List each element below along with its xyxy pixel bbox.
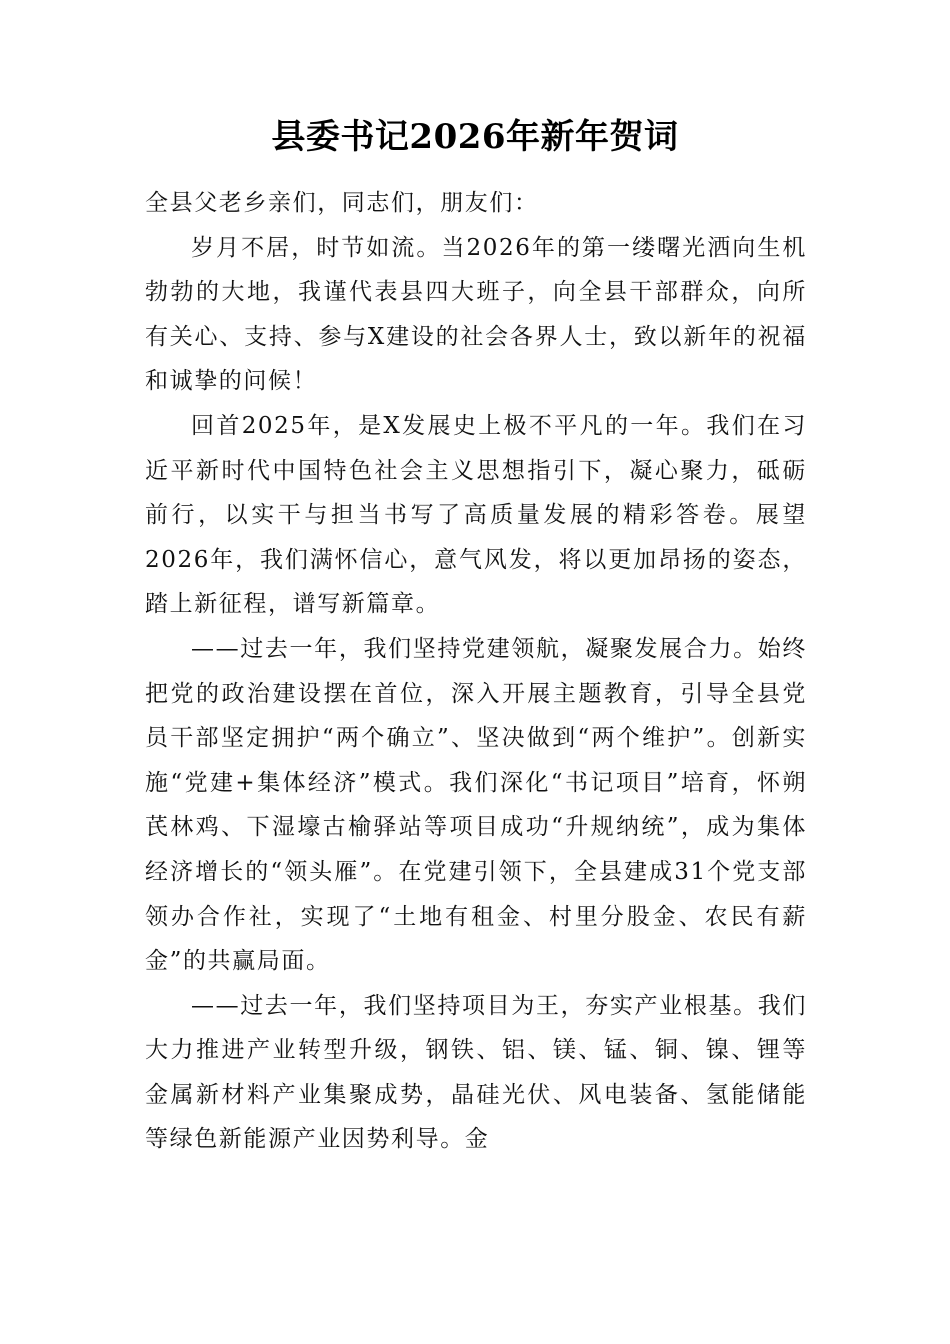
document-title: 县委书记2026年新年贺词 [271,117,679,157]
paragraph-party-building: ——过去一年，我们坚持党建领航，凝聚发展合力。始终把党的政治建设摆在首位，深入开展主题教育，引导全县党员干部坚定拥护“两个确立”、坚决做到“两个维护”。创新实施“党建+集体经济”模式。我们深化“书记项目”培育，怀朔芪林鸡、下湿壕古榆驿站等项目成功“升规纳统”，成为集体经济增长的“领头雁”。在党建引领下，全县建成31个党支部领办合作社，实现了“土地有租金、村里分股金、农民有薪金”的共赢局面。 [145,635,807,975]
paragraph-greeting: 岁月不居，时节如流。当2026年的第一缕曙光洒向生机勃勃的大地，我谨代表县四大班子，向全县干部群众，向所有关心、支持、参与X建设的社会各界人士，致以新年的祝福和诚挚的问候！ [145,234,807,395]
paragraph-projects: ——过去一年，我们坚持项目为王，夯实产业根基。我们大力推进产业转型升级，钢铁、铝、镁、锰、铜、镍、锂等金属新材料产业集聚成势，晶硅光伏、风电装备、氢能储能等绿色新能源产业因势利导。金 [145,992,807,1153]
paragraph-review: 回首2025年，是X发展史上极不平凡的一年。我们在习近平新时代中国特色社会主义思想指引下，凝心聚力，砥砺前行，以实干与担当书写了高质量发展的精彩答卷。展望2026年，我们满怀信心，意气风发，将以更加昂扬的姿态，踏上新征程，谱写新篇章。 [145,412,807,618]
salutation: 全县父老乡亲们，同志们，朋友们： [145,190,539,216]
document-body [145,181,807,1162]
